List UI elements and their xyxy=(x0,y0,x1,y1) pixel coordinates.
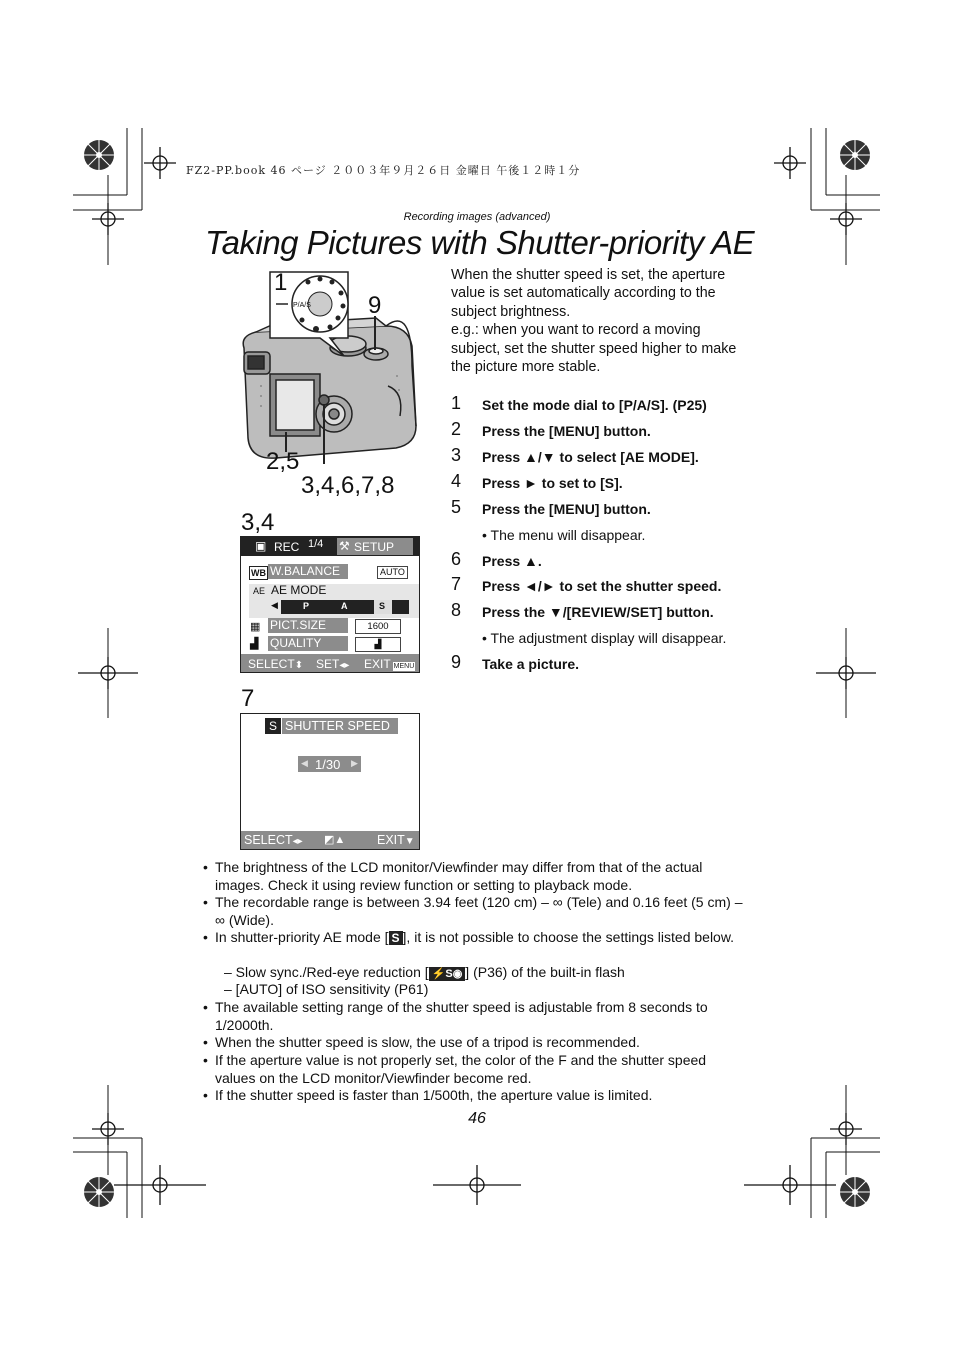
step-text: Press ▲/▼ to select [AE MODE]. xyxy=(482,449,699,465)
step-number: 3 xyxy=(451,445,462,465)
set-label: SET xyxy=(316,657,340,671)
wb-value: AUTO xyxy=(377,566,408,579)
wrench-icon: ⚒ xyxy=(339,539,350,553)
note-text: When the shutter speed is slow, the use of a tripod is recommended. xyxy=(215,1034,640,1050)
note-text xyxy=(215,929,748,947)
ae-option-p: P xyxy=(303,601,310,611)
picture-size-icon: ▦ xyxy=(250,621,261,633)
pas-dial-label: P/A/S xyxy=(293,302,311,309)
menu-screen-label: 3,4 xyxy=(241,509,275,536)
menu-item-ae-mode: AE MODE xyxy=(271,583,327,597)
ae-left-arrow: ◀ xyxy=(271,600,278,610)
pict-size-value: 1600 xyxy=(355,619,401,634)
step-number: 9 xyxy=(451,652,462,672)
shutter-right-arrow: ▶ xyxy=(351,758,358,768)
section-label: Recording images (advanced) xyxy=(403,211,551,223)
menu-screen xyxy=(240,536,420,673)
note-aperture-limited: • If the shutter speed is faster than 1/500th, the aperture value is limited. xyxy=(203,1087,748,1105)
intro-text xyxy=(451,266,751,376)
step-number: 2 xyxy=(451,419,462,439)
menu-exit-hint xyxy=(364,657,415,671)
up-down-arrows-icon: ⬍ xyxy=(294,660,304,671)
step-number: 5 xyxy=(451,497,462,517)
shutter-screen-label: 7 xyxy=(241,685,255,712)
shutter-select-label: SELECT xyxy=(244,833,293,847)
intro-paragraph: When the shutter speed is set, the aperture value is set automatically according to the subject brightness. xyxy=(451,267,726,320)
intro-example: e.g.: when you want to record a moving subject, set the shutter speed higher to make the picture more stable. xyxy=(451,322,737,376)
note-text-start: In shutter-priority AE mode [ xyxy=(215,929,389,945)
ae-option-a: A xyxy=(341,601,348,611)
shutter-exit-hint xyxy=(377,833,415,847)
print-file-header: FZ2-PP.book 46 ページ ２００３年９月２６日 金曜日 午後１２時１分 xyxy=(186,164,581,177)
slow-sync-red-eye-icon: ⚡S◉ xyxy=(429,967,466,981)
select-label: SELECT xyxy=(248,657,295,671)
sub-note-slow-sync xyxy=(224,964,625,981)
step-text: Press the [MENU] button. xyxy=(482,423,651,439)
sub-note-end: ] (P36) of the built-in flash xyxy=(465,964,625,980)
note-tripod: • When the shutter speed is slow, the use of a tripod is recommended. xyxy=(203,1034,748,1052)
sub-note-start: – Slow sync./Red-eye reduction [ xyxy=(224,964,429,980)
tab-setup: SETUP xyxy=(354,540,395,554)
menu-item-wbalance: W.BALANCE xyxy=(268,564,348,579)
note-aperture-red: • If the aperture value is not properly set, the color of the F and the shutter speed values on the LCD monitor/Viewfinder become red. xyxy=(203,1052,748,1087)
s-mode-icon: S xyxy=(265,718,281,734)
step-8-note: • The adjustment display will disappear. xyxy=(482,630,727,646)
shutter-speed-title: SHUTTER SPEED xyxy=(282,718,398,734)
exit-label: EXIT xyxy=(364,657,391,671)
note-lcd-brightness: • The brightness of the LCD monitor/Viewfinder may differ from that of the actual images. Check it using review function or setting to playback mode. xyxy=(203,859,748,894)
quality-value-icon: ▟ xyxy=(355,637,401,652)
step-number: 6 xyxy=(451,549,462,569)
page-title: Taking Pictures with Shutter-priority AE xyxy=(205,224,755,261)
callout-2-5: 2,5 xyxy=(266,448,300,475)
step-number: 1 xyxy=(451,393,462,413)
step-text: Take a picture. xyxy=(482,656,580,672)
left-right-arrows-icon: ◂▸ xyxy=(339,660,350,671)
menu-set-hint xyxy=(316,657,349,671)
menu-select-hint xyxy=(248,657,303,671)
step-text: Press ▲. xyxy=(482,553,542,569)
note-text: The brightness of the LCD monitor/Viewfinder may differ from that of the actual images. Check it using review function or setting to playback mode. xyxy=(215,859,703,893)
tab-page-indicator: 1/4 xyxy=(308,538,324,550)
note-text: The recordable range is between 3.94 feet (120 cm) – ∞ (Tele) and 0.16 feet (5 cm) – ∞ (Wide). xyxy=(215,894,743,928)
step-number: 4 xyxy=(451,471,462,491)
ae-option-s: S xyxy=(379,601,386,611)
s-mode-icon: S xyxy=(389,931,403,945)
shutter-exit-label: EXIT xyxy=(377,833,405,847)
note-shutter-priority-limits: • In shutter-priority AE mode [ S ], it is not possible to choose the settings listed below. xyxy=(203,929,748,947)
shutter-select-hint xyxy=(244,833,303,847)
menu-icon: MENU xyxy=(393,663,415,670)
callout-3-8: 3,4,6,7,8 xyxy=(301,472,395,499)
step-number: 8 xyxy=(451,600,462,620)
ae-icon: AE xyxy=(253,586,266,596)
shutter-speed-value: 1/30 xyxy=(315,757,341,772)
left-right-arrows-icon: ◂▸ xyxy=(292,836,303,847)
shutter-left-arrow: ◀ xyxy=(301,758,308,768)
step-text: Press ◄/► to set the shutter speed. xyxy=(482,578,722,594)
step-text: Set the mode dial to [P/A/S]. (P25) xyxy=(482,397,707,413)
note-text: If the shutter speed is faster than 1/500th, the aperture value is limited. xyxy=(215,1087,653,1103)
down-arrow-icon: ▼ xyxy=(404,836,415,847)
note-text: The available setting range of the shutter speed is adjustable from 8 seconds to 1/2000th. xyxy=(215,999,708,1033)
note-recordable-range: • The recordable range is between 3.94 feet (120 cm) – ∞ (Tele) and 0.16 feet (5 cm) – ∞ (Wide). xyxy=(203,894,748,929)
sub-note-iso: – [AUTO] of ISO sensitivity (P61) xyxy=(224,981,429,997)
note-text: If the aperture value is not properly set, the color of the F and the shutter speed values on the LCD monitor/Viewfinder become red. xyxy=(215,1052,707,1086)
callout-1: 1 xyxy=(274,269,288,296)
step-number: 7 xyxy=(451,574,462,594)
step-text: Press the ▼/[REVIEW/SET] button. xyxy=(482,604,714,620)
menu-item-pict-size: PICT.SIZE xyxy=(268,618,348,633)
camera-icon: ▣ xyxy=(255,539,267,553)
step-text: Press ► to set to [S]. xyxy=(482,475,623,491)
camera-illustration xyxy=(236,266,426,506)
tab-rec: REC xyxy=(274,540,300,554)
step-5-note: • The menu will disappear. xyxy=(482,527,646,543)
menu-item-quality: QUALITY xyxy=(268,636,348,651)
wb-icon: WB xyxy=(251,568,266,578)
note-text-end: ], it is not possible to choose the settings listed below. xyxy=(402,929,735,945)
exposure-compensation-icon: ◩▲ xyxy=(324,834,346,846)
step-text: Press the [MENU] button. xyxy=(482,501,651,517)
callout-9: 9 xyxy=(368,292,382,319)
page-number: 46 xyxy=(468,1110,486,1127)
shutter-speed-screen xyxy=(240,713,420,850)
quality-icon: ▟ xyxy=(250,638,259,650)
note-shutter-range: • The available setting range of the shutter speed is adjustable from 8 seconds to 1/2000th. xyxy=(203,999,748,1034)
